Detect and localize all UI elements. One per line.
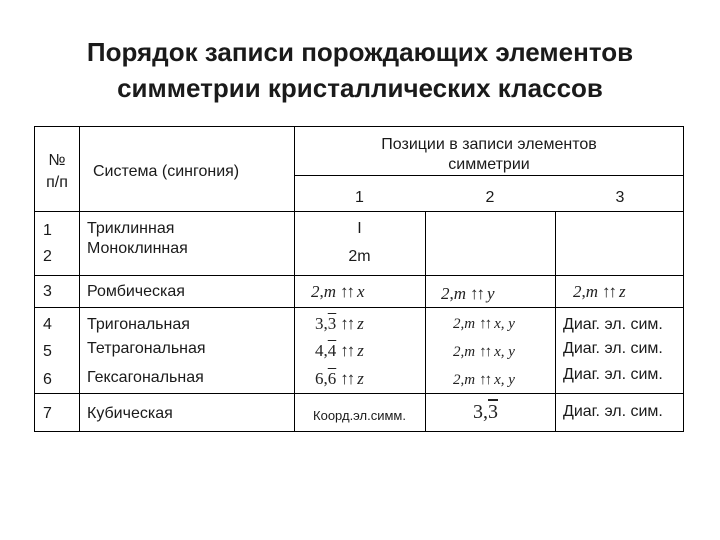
symmetry-table: [34, 126, 684, 432]
axis: y: [487, 284, 495, 303]
row-3-system: Ромбическая: [87, 283, 185, 300]
row-5-num: 5: [43, 343, 52, 360]
mirror: m: [464, 344, 476, 360]
num: 2: [453, 344, 461, 360]
inversion-axis: 4: [327, 341, 337, 360]
mirror: m: [585, 282, 599, 301]
row-7-pos1: Коорд.эл.симм.: [313, 408, 406, 423]
rule-col-pos1: [425, 211, 426, 431]
row-4-pos3: Диаг. эл. сим.: [563, 316, 663, 333]
header-positions-line1: Позиции в записи элементов: [381, 136, 597, 153]
num: 2: [453, 316, 461, 332]
row-4-pos1-formula: [315, 314, 364, 333]
comma: ,: [460, 316, 465, 332]
row-2-num: 2: [43, 248, 52, 265]
inversion-axis: 3: [327, 314, 337, 333]
header-system: Система (сингония): [93, 163, 240, 180]
comma: ,: [460, 372, 465, 388]
comma: ,: [483, 401, 488, 423]
rule-col-num: [79, 127, 80, 431]
num: 2: [573, 282, 582, 301]
num: 2: [441, 284, 450, 303]
mirror: m: [464, 316, 476, 332]
row-3-pos1-formula: [311, 282, 365, 301]
rule-row3-bottom: [35, 307, 683, 308]
header-pos1: 1: [355, 189, 364, 206]
row-5-system: Тетрагональная: [87, 340, 206, 357]
parallel-arrows-icon: ↑↑: [470, 284, 484, 303]
parallel-arrows-icon: ↑↑: [479, 372, 491, 388]
row-2-system: Моноклинная: [87, 240, 188, 257]
rule-row2-bottom: [35, 275, 683, 276]
row-6-pos1-formula: [315, 369, 364, 388]
parallel-arrows-icon: ↑↑: [340, 369, 354, 388]
comma: ,: [323, 369, 328, 388]
header-positions-line2: симметрии: [448, 156, 530, 173]
mirror: m: [464, 372, 476, 388]
row-6-num: 6: [43, 371, 52, 388]
row-7-pos3: Диаг. эл. сим.: [563, 403, 663, 420]
header-num-line2: п/п: [46, 174, 68, 191]
axis-order: 4: [315, 341, 324, 360]
parallel-arrows-icon: ↑↑: [479, 344, 491, 360]
row-1-pos1: I: [357, 220, 362, 237]
axis: z: [619, 282, 626, 301]
rule-positions-sub: [294, 175, 683, 176]
axes: x, y: [494, 344, 515, 360]
parallel-arrows-icon: ↑↑: [340, 314, 354, 333]
comma: ,: [323, 341, 328, 360]
header-pos3: 3: [615, 189, 625, 206]
axes: x, y: [494, 372, 515, 388]
row-1-num: 1: [43, 222, 52, 239]
row-5-pos2-formula: [453, 343, 515, 362]
rule-col-pos2: [555, 211, 556, 431]
row-7-system: Кубическая: [87, 405, 173, 422]
parallel-arrows-icon: ↑↑: [479, 316, 491, 332]
row-1-system: Триклинная: [87, 220, 175, 237]
row-5-pos1-formula: [315, 341, 364, 360]
axis-order: 3: [315, 314, 324, 333]
comma: ,: [581, 282, 586, 301]
axis-order: 3: [473, 401, 483, 423]
row-5-pos3: Диаг. эл. сим.: [563, 340, 663, 357]
mirror: m: [323, 282, 337, 301]
axis: z: [357, 341, 364, 360]
row-4-num: 4: [43, 316, 52, 333]
parallel-arrows-icon: ↑↑: [602, 282, 616, 301]
row-6-pos3: Диаг. эл. сим.: [563, 366, 663, 383]
mirror: m: [453, 284, 467, 303]
row-6-system: Гексагональная: [87, 369, 204, 386]
title-line-1: Порядок записи порождающих элементов: [86, 37, 634, 67]
header-pos2: 2: [485, 189, 495, 206]
axis: z: [357, 314, 364, 333]
title-line-2: симметрии кристаллических классов: [117, 73, 603, 103]
row-6-pos2-formula: [453, 371, 515, 390]
comma: ,: [323, 314, 328, 333]
inversion-axis: 3: [488, 401, 498, 423]
row-4-pos2-formula: [453, 315, 515, 334]
page-title: [0, 34, 720, 106]
num: 2: [311, 282, 320, 301]
row-3-pos2-formula: [441, 284, 495, 303]
row-3-pos3-formula: [573, 282, 626, 301]
num: 2: [453, 372, 461, 388]
inversion-axis: 6: [327, 369, 337, 388]
row-2-pos1: 2m: [348, 248, 371, 265]
row-3-num: 3: [43, 283, 52, 300]
row-4-system: Тригональная: [87, 316, 190, 333]
axis-order: 6: [315, 369, 324, 388]
parallel-arrows-icon: ↑↑: [340, 282, 354, 301]
row-7-pos2-formula: [473, 403, 498, 422]
parallel-arrows-icon: ↑↑: [340, 341, 354, 360]
comma: ,: [460, 344, 465, 360]
rule-header-bottom: [35, 211, 683, 212]
comma: ,: [449, 284, 454, 303]
axes: x, y: [494, 316, 515, 332]
rule-row6-bottom: [35, 393, 683, 394]
axis: x: [357, 282, 365, 301]
comma: ,: [319, 282, 324, 301]
axis: z: [357, 369, 364, 388]
header-num-line1: №: [48, 152, 66, 169]
row-7-num: 7: [43, 405, 52, 422]
